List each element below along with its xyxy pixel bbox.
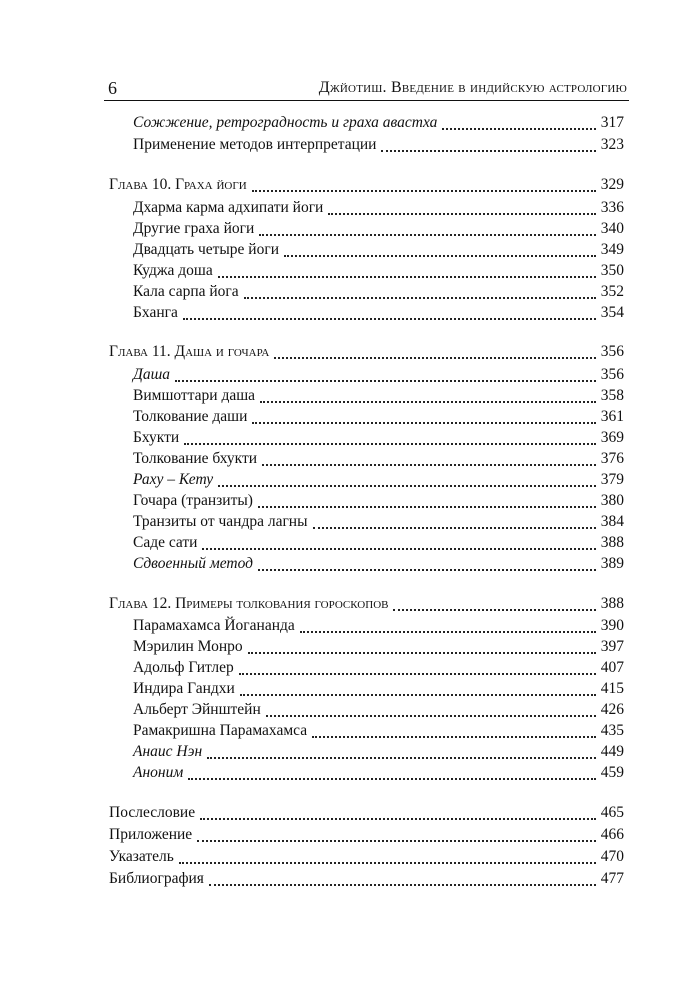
- leader-dots: [274, 357, 595, 359]
- toc-entry-title: Бхукти: [133, 429, 180, 446]
- toc-entry: [133, 701, 624, 721]
- toc-entry: [133, 262, 624, 282]
- toc-entry-page: 397: [600, 638, 624, 655]
- toc-entry-page: 449: [600, 743, 624, 760]
- toc-backmatter: [109, 826, 624, 846]
- toc-entry-page: 349: [600, 241, 624, 258]
- leader-dots: [300, 631, 596, 633]
- toc-entry-page: 369: [600, 429, 624, 446]
- toc-entry: [133, 199, 624, 219]
- toc-entry-title: Мэрилин Монро: [133, 638, 243, 655]
- toc-entry-page: 376: [600, 450, 624, 467]
- toc-entry-page: 388: [600, 534, 624, 551]
- leader-dots: [244, 297, 596, 299]
- toc-entry-page: 465: [600, 804, 624, 821]
- running-header: [104, 78, 629, 101]
- toc-chapter: [109, 595, 624, 615]
- toc-entry-title: Дхарма карма адхипати йоги: [133, 199, 324, 216]
- toc-entry: [133, 366, 624, 386]
- toc-entry-page: 415: [600, 680, 624, 697]
- toc-entry: [133, 114, 624, 134]
- leader-dots: [179, 862, 596, 864]
- leader-dots: [284, 255, 596, 257]
- toc-entry-page: 354: [600, 304, 624, 321]
- toc-entry: [133, 283, 624, 303]
- leader-dots: [312, 736, 596, 738]
- toc-entry: [133, 408, 624, 428]
- toc-entry-page: 390: [600, 617, 624, 634]
- leader-dots: [175, 380, 596, 382]
- toc-entry-page: 336: [600, 199, 624, 216]
- leader-dots: [188, 778, 596, 780]
- toc-backmatter: [109, 804, 624, 824]
- toc-entry-page: 361: [600, 408, 624, 425]
- leader-dots: [197, 840, 596, 842]
- leader-dots: [393, 609, 595, 611]
- toc-entry-page: 323: [600, 136, 624, 153]
- toc-entry-title: Указатель: [109, 848, 174, 865]
- toc-entry: [133, 387, 624, 407]
- toc-entry-title: Другие граха йоги: [133, 220, 255, 237]
- toc-entry-title: Сожжение, ретроградность и граха авастха: [133, 114, 438, 131]
- toc-entry-page: 435: [600, 722, 624, 739]
- toc-entry-page: 356: [600, 366, 624, 383]
- toc-entry-title: Применение методов интерпретации: [133, 136, 377, 153]
- leader-dots: [184, 443, 596, 445]
- toc-entry-title: Адольф Гитлер: [133, 659, 234, 676]
- leader-dots: [262, 464, 596, 466]
- leader-dots: [209, 884, 596, 886]
- toc-entry: [133, 304, 624, 324]
- toc-entry-page: 459: [600, 764, 624, 781]
- leader-dots: [218, 276, 596, 278]
- toc-entry-title: Анаис Нэн: [133, 743, 203, 760]
- leader-dots: [202, 548, 595, 550]
- toc-entry: [133, 638, 624, 658]
- leader-dots: [258, 569, 596, 571]
- toc-entry-page: 384: [600, 513, 624, 530]
- toc-entry-title: Вимшоттари даша: [133, 387, 256, 404]
- toc-entry: [133, 743, 624, 763]
- leader-dots: [252, 422, 595, 424]
- toc-entry-title: Саде сати: [133, 534, 198, 551]
- toc-entry-page: 407: [600, 659, 624, 676]
- toc-entry-title: Сдвоенный метод: [133, 555, 253, 572]
- leader-dots: [248, 652, 596, 654]
- toc-entry-page: 340: [600, 220, 624, 237]
- toc-entry-page: 389: [600, 555, 624, 572]
- toc-chapter: [109, 176, 624, 196]
- toc-entry-page: 470: [600, 848, 624, 865]
- toc-entry: [133, 555, 624, 575]
- toc-entry-page: 466: [600, 826, 624, 843]
- toc-entry-page: 317: [600, 114, 624, 131]
- leader-dots: [313, 527, 596, 529]
- toc-chapter-title: Глава 12. Примеры толкования гороскопов: [109, 595, 389, 612]
- leader-dots: [207, 757, 596, 759]
- toc-entry-title: Гочара (транзиты): [133, 492, 253, 509]
- toc-entry: [133, 429, 624, 449]
- toc-entry-title: Альберт Эйнштейн: [133, 701, 261, 718]
- toc-chapter-page: 388: [600, 595, 624, 612]
- toc-entry: [133, 220, 624, 240]
- toc-entry: [133, 513, 624, 533]
- toc-entry-page: 380: [600, 492, 624, 509]
- toc-backmatter: [109, 870, 624, 890]
- toc-entry-title: Транзиты от чандра лагны: [133, 513, 308, 530]
- toc-chapter-title: Глава 10. Граха йоги: [109, 176, 247, 193]
- toc-entry-title: Аноним: [133, 764, 184, 781]
- leader-dots: [252, 190, 596, 192]
- toc-entry-page: 350: [600, 262, 624, 279]
- leader-dots: [183, 318, 596, 320]
- toc-entry: [133, 534, 624, 554]
- toc-chapter-page: 329: [600, 176, 624, 193]
- toc-entry: [133, 764, 624, 784]
- toc-entry: [133, 617, 624, 637]
- leader-dots: [240, 694, 596, 696]
- leader-dots: [200, 818, 596, 820]
- toc-entry-title: Раху – Кету: [133, 471, 214, 488]
- toc-entry: [133, 136, 624, 156]
- leader-dots: [381, 150, 595, 152]
- toc-entry: [133, 680, 624, 700]
- toc-entry: [133, 659, 624, 679]
- leader-dots: [442, 128, 595, 130]
- toc-entry-page: 477: [600, 870, 624, 887]
- toc-entry: [133, 471, 624, 491]
- toc-entry: [133, 241, 624, 261]
- leader-dots: [260, 401, 596, 403]
- toc-entry: [133, 722, 624, 742]
- page-number: 6: [108, 78, 117, 98]
- running-title: Джйотиш. Введение в индийскую астрологию: [318, 79, 627, 96]
- toc-entry-page: 426: [600, 701, 624, 718]
- leader-dots: [218, 485, 596, 487]
- toc-entry-title: Толкование даши: [133, 408, 248, 425]
- toc-entry-title: Послесловие: [109, 804, 196, 821]
- toc-entry-page: 352: [600, 283, 624, 300]
- toc-chapter: [109, 343, 624, 363]
- toc-chapter-title: Глава 11. Даша и гочара: [109, 343, 270, 360]
- toc-entry-title: Даша: [133, 366, 171, 383]
- toc-entry-title: Индира Гандхи: [133, 680, 235, 697]
- toc-entry-title: Кала сарпа йога: [133, 283, 239, 300]
- leader-dots: [328, 213, 595, 215]
- toc-chapter-page: 356: [600, 343, 624, 360]
- toc-entry: [133, 492, 624, 512]
- toc-entry-title: Куджа доша: [133, 262, 213, 279]
- leader-dots: [239, 673, 596, 675]
- toc-entry-title: Библиография: [109, 870, 204, 887]
- toc-entry-page: 358: [600, 387, 624, 404]
- toc-entry-title: Приложение: [109, 826, 193, 843]
- leader-dots: [258, 506, 596, 508]
- toc-entry-title: Парамахамса Йогананда: [133, 617, 295, 634]
- toc-entry-title: Двадцать четыре йоги: [133, 241, 280, 258]
- toc-entry-title: Бханга: [133, 304, 178, 321]
- toc-entry-title: Толкование бхукти: [133, 450, 258, 467]
- leader-dots: [266, 715, 596, 717]
- toc-entry: [133, 450, 624, 470]
- toc-entry-page: 379: [600, 471, 624, 488]
- leader-dots: [259, 234, 595, 236]
- toc-entry-title: Рамакришна Парамахамса: [133, 722, 308, 739]
- toc-backmatter: [109, 848, 624, 868]
